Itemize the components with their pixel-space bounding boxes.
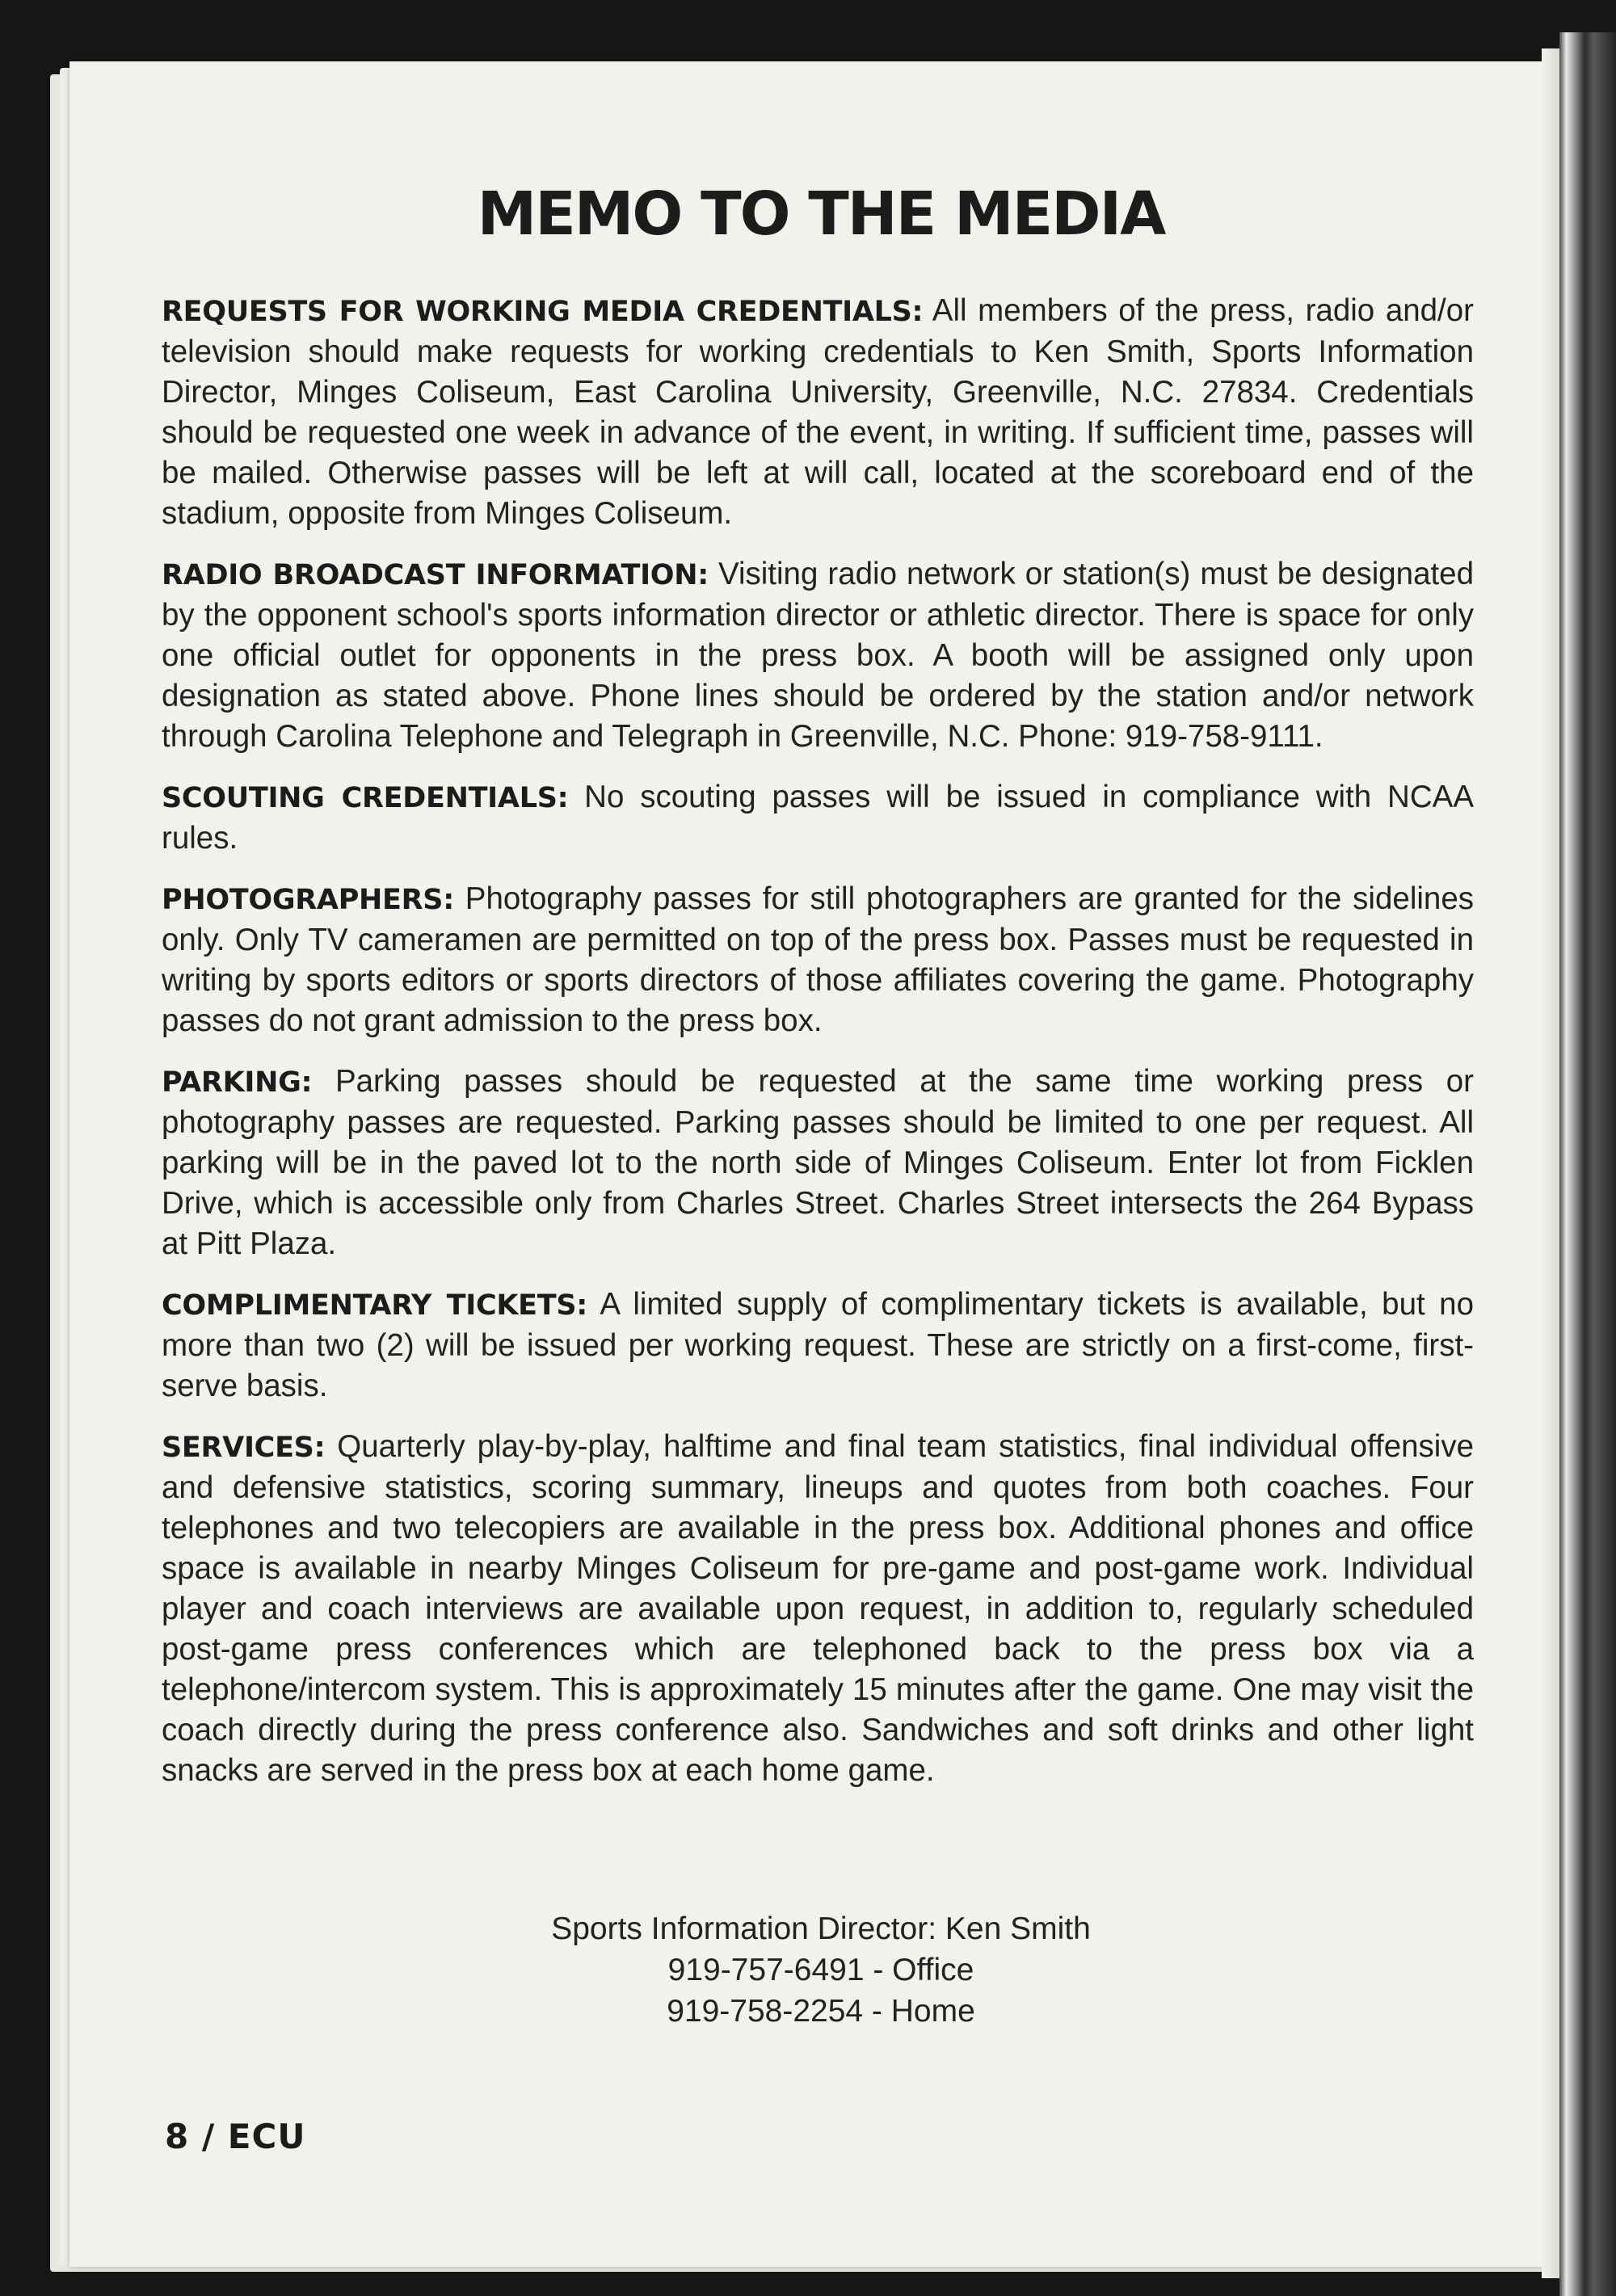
section-photographers [162, 879, 1474, 1041]
section-heading: SERVICES: [162, 1432, 326, 1464]
section-scouting [162, 777, 1474, 859]
section-text: A limited supply of complimentary tickets is available, but no more than two (2) will be issued per working request. These are strictly on a first-come, first-serve basis. [162, 1287, 1474, 1403]
section-heading: REQUESTS FOR WORKING MEDIA CREDENTIALS: [162, 296, 924, 328]
memo-body [162, 291, 1474, 1811]
section-text: Photography passes for still photographers are granted for the sidelines only. Only TV cameramen are permitted on top of the press box. Passes must be requested in writing by sports editors or sports directors of those affiliates covering the game. Photography passes do not grant admission to the press box. [162, 881, 1474, 1038]
section-radio [162, 554, 1474, 757]
page-number: 8 / ECU [165, 2117, 306, 2156]
section-heading: RADIO BROADCAST INFORMATION: [162, 559, 709, 591]
section-text: Visiting radio network or station(s) must be designated by the opponent school's sports information director or athletic director. There is space for only one official outlet for opponents in the press box. A booth will be assigned only upon designation as stated above. Phone lines should be ordered by the station and/or network through Carolina Telephone and Telegraph in Greenville, N.C. Phone: 919-758-9111. [162, 557, 1475, 754]
section-text: All members of the press, radio and/or television should make requests for working credentials to Ken Smith, Sports Information Director, Minges Coliseum, East Carolina University, Greenville, N.C. 27834. Credentials should be requested one week in advance of the event, in writing. If sufficient time, passes will be mailed. Otherwise passes will be left at will call, located at the scoreboard end of the stadium, opposite from Minges Coliseum. [162, 293, 1474, 531]
section-text: No scouting passes will be issued in compliance with NCAA rules. [162, 780, 1474, 856]
contact-home-phone: 919-758-2254 - Home [667, 1994, 975, 2029]
section-heading: PARKING: [162, 1066, 313, 1099]
section-heading: COMPLIMENTARY TICKETS: [162, 1289, 587, 1322]
contact-block [69, 1908, 1572, 2032]
section-credentials [162, 291, 1474, 534]
contact-director: Sports Information Director: Ken Smith [551, 1911, 1091, 1946]
section-complimentary-tickets [162, 1285, 1474, 1407]
section-services [162, 1427, 1474, 1791]
page-title: MEMO TO THE MEDIA [477, 179, 1165, 249]
section-text: Quarterly play-by-play, halftime and final team statistics, final individual offensive and defensive statistics, scoring summary, lineups and quotes from both coaches. Four telephones and two telecopiers are available in the press box. Additional phones and office space is available in nearby Minges Coliseum for pre-game and post-game work. Individual player and coach interviews are available upon request, in addition to, regularly scheduled post-game press conferences which are telephoned back to the press box via a telephone/intercom system. This is approximately 15 minutes after the game. One may visit the coach directly during the press conference also. Sandwiches and soft drinks and other light snacks are served in the press box at each home game. [162, 1429, 1475, 1788]
section-heading: SCOUTING CREDENTIALS: [162, 782, 569, 814]
contact-office-phone: 919-757-6491 - Office [667, 1953, 974, 1987]
section-text: Parking passes should be requested at the same time working press or photography passes are requested. Parking passes should be limited to one per request. All parking will be in the paved lot to the north side of Minges Coliseum. Enter lot from Ficklen Drive, which is accessible only from Charles Street. Charles Street intersects the 264 Bypass at Pitt Plaza. [162, 1064, 1474, 1261]
section-heading: PHOTOGRAPHERS: [162, 884, 454, 916]
section-parking [162, 1062, 1474, 1264]
